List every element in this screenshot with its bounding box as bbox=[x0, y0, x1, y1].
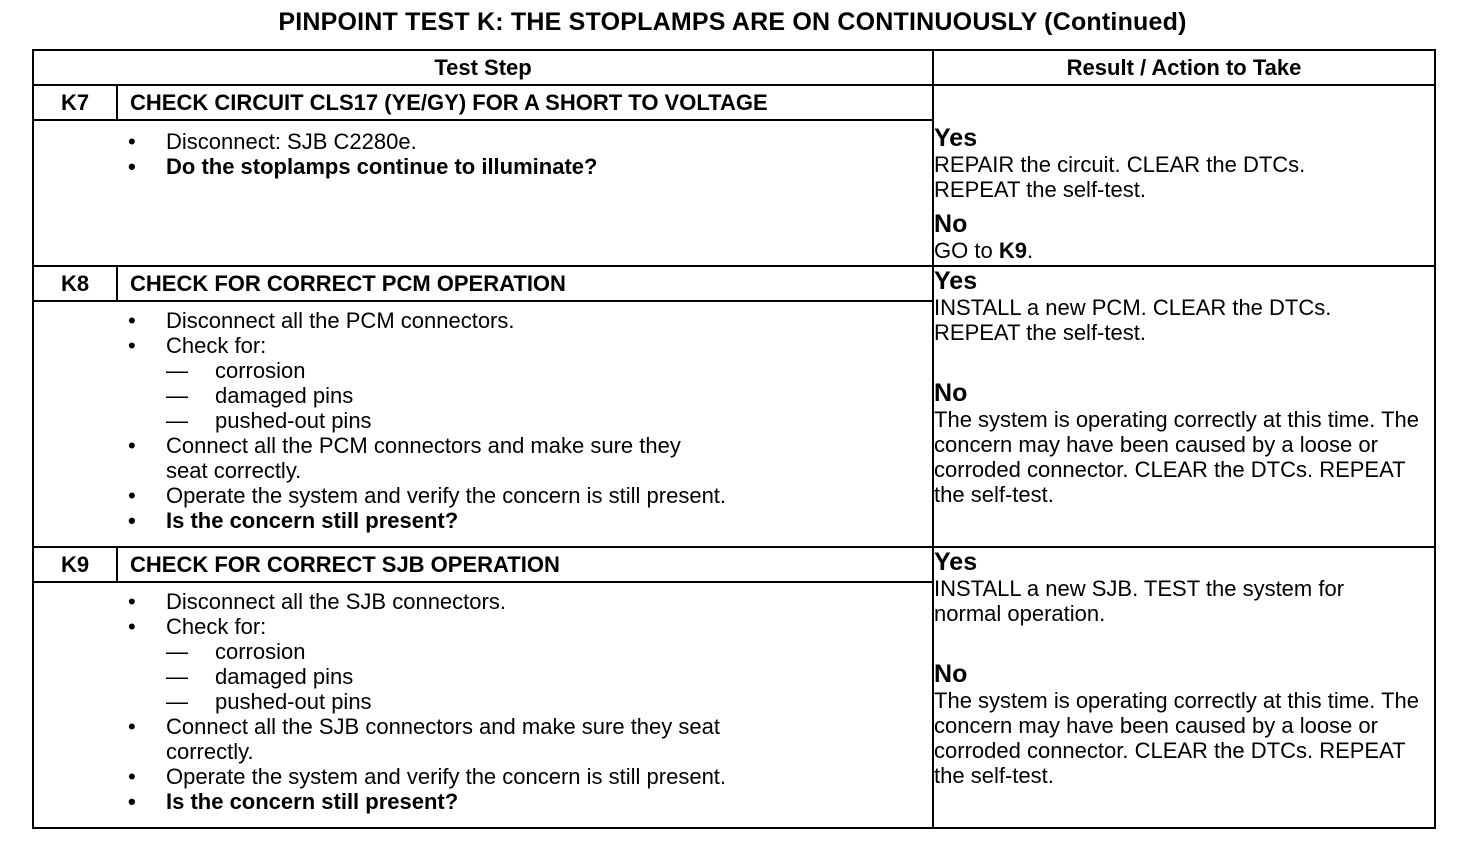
step-code: K7 bbox=[33, 85, 117, 120]
no-action: The system is operating correctly at this time. The concern may have been caused by a loose or corroded connector. CLEAR the DTCs. REPEAT the self-test. bbox=[934, 688, 1420, 788]
no-action: GO to K9. bbox=[934, 238, 1034, 263]
step-k7-heading-row bbox=[33, 85, 1435, 120]
list-item: • Disconnect all the SJB connectors. bbox=[34, 589, 932, 614]
sub-list-item: — damaged pins bbox=[34, 664, 932, 689]
list-item: • Is the concern still present? bbox=[34, 508, 932, 533]
yes-action: INSTALL a new PCM. CLEAR the DTCs. REPEAT the self-test. bbox=[934, 295, 1332, 345]
yes-action: REPAIR the circuit. CLEAR the DTCs. REPEAT the self-test. bbox=[934, 152, 1306, 202]
list-item: • Disconnect all the PCM connectors. bbox=[34, 308, 932, 333]
test-step-header: Test Step bbox=[33, 50, 933, 85]
sub-list-item: — damaged pins bbox=[34, 383, 932, 408]
step-code: K9 bbox=[33, 547, 117, 582]
step-body bbox=[33, 120, 933, 266]
page-title: PINPOINT TEST K: THE STOPLAMPS ARE ON CONTINUOUSLY (Continued) bbox=[278, 8, 1187, 36]
no-label: No bbox=[934, 379, 968, 407]
step-k8-heading-row bbox=[33, 266, 1435, 301]
step-heading: CHECK FOR CORRECT SJB OPERATION bbox=[117, 547, 933, 582]
no-action: The system is operating correctly at this time. The concern may have been caused by a loose or corroded connector. CLEAR the DTCs. REPEAT the self-test. bbox=[934, 407, 1420, 507]
list-item: • Is the concern still present? bbox=[34, 789, 932, 814]
step-k9-heading-row bbox=[33, 547, 1435, 582]
list-item: • Disconnect: SJB C2280e. bbox=[34, 129, 932, 154]
step-heading: CHECK CIRCUIT CLS17 (YE/GY) FOR A SHORT TO VOLTAGE bbox=[117, 85, 933, 120]
sub-list-item: — pushed-out pins bbox=[34, 408, 932, 433]
step-k8-result bbox=[933, 266, 1435, 547]
sub-list-item: — corrosion bbox=[34, 639, 932, 664]
step-body bbox=[33, 301, 933, 547]
list-item: • Do the stoplamps continue to illuminate? bbox=[34, 154, 932, 179]
no-label: No bbox=[934, 660, 968, 688]
yes-label: Yes bbox=[934, 267, 978, 295]
list-item: • Connect all the SJB connectors and make sure they seat correctly. bbox=[34, 714, 726, 764]
list-item: • Operate the system and verify the concern is still present. bbox=[34, 764, 932, 789]
list-item: • Operate the system and verify the concern is still present. bbox=[34, 483, 932, 508]
step-reference: K9 bbox=[998, 238, 1027, 263]
yes-label: Yes bbox=[934, 124, 978, 152]
step-body bbox=[33, 582, 933, 828]
yes-label: Yes bbox=[934, 548, 978, 576]
sub-list-item: — corrosion bbox=[34, 358, 932, 383]
pinpoint-test-table bbox=[32, 49, 1436, 829]
list-item: • Connect all the PCM connectors and make sure they seat correctly. bbox=[34, 433, 726, 483]
sub-list-item: — pushed-out pins bbox=[34, 689, 932, 714]
step-k7-result bbox=[933, 85, 1435, 266]
no-label: No bbox=[934, 210, 968, 238]
list-item: • Check for: bbox=[34, 614, 932, 639]
step-code: K8 bbox=[33, 266, 117, 301]
step-k9-result bbox=[933, 547, 1435, 828]
yes-action: INSTALL a new SJB. TEST the system for normal operation. bbox=[934, 576, 1345, 626]
list-item: • Check for: bbox=[34, 333, 932, 358]
step-heading: CHECK FOR CORRECT PCM OPERATION bbox=[117, 266, 933, 301]
result-header: Result / Action to Take bbox=[933, 50, 1435, 85]
table-header-row bbox=[33, 50, 1435, 85]
